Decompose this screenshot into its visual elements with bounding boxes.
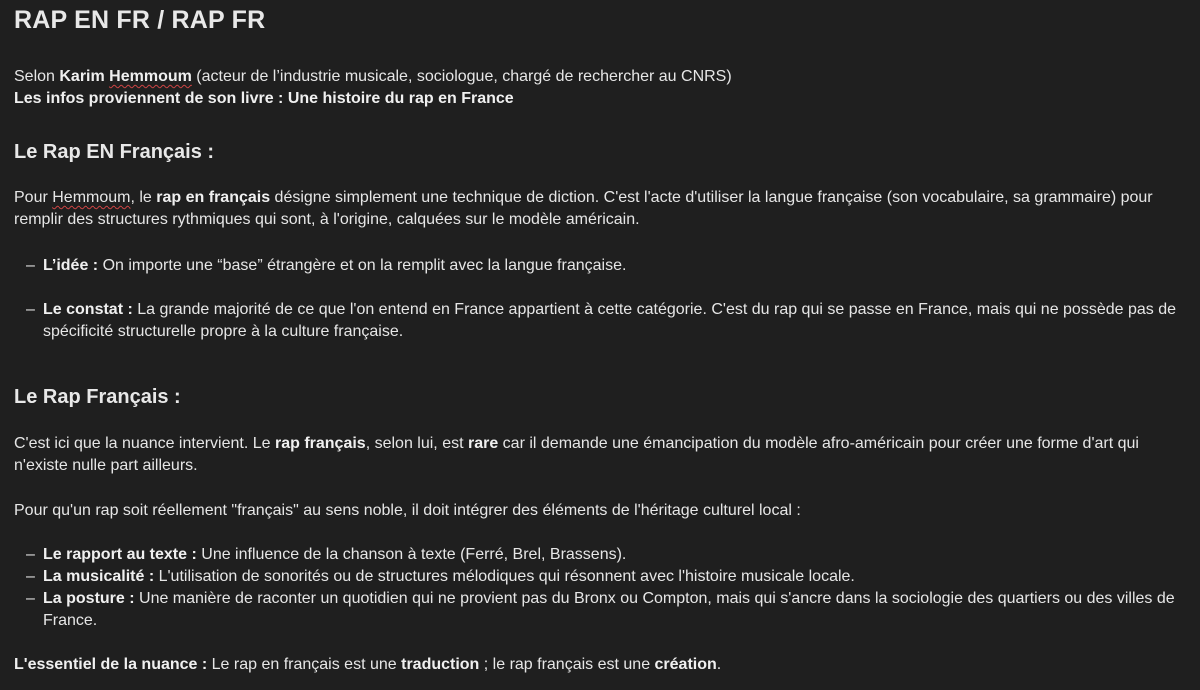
intro-selon: Selon (14, 68, 60, 85)
section1-p1-a: Pour (14, 189, 53, 206)
conclusion-c: . (716, 656, 722, 673)
conclusion-bold2: création (654, 656, 717, 673)
conclusion-b: ; le rap français est une (479, 656, 655, 673)
section1-p1-c: désigne simplement une technique de diction. C'est l'acte d'utiliser la langue française (son vocabulaire, sa grammaire) pour remplir des structures rythmiques qui sont, à l'origine, calquées sur le modèle américain. (14, 189, 1153, 228)
section1-bullet-2 (26, 299, 1200, 343)
section2-heading: Le Rap Français : (14, 386, 181, 408)
bullet-dash: – (26, 590, 35, 607)
bullet-text: Une influence de la chanson à texte (Ferré, Brel, Brassens). (196, 546, 627, 563)
intro-source-line: Les infos proviennent de son livre : Une histoire du rap en France (14, 90, 514, 107)
section1-p1-name: Hemmoum (52, 189, 131, 206)
bullet-label: Le constat : (43, 301, 133, 318)
conclusion-line (14, 654, 1190, 676)
bullet-label: L’idée : (43, 257, 99, 274)
section1-p1-b: , le (130, 189, 157, 206)
section1-heading: Le Rap EN Français : (14, 141, 215, 163)
bullet-label: La posture : (43, 590, 135, 607)
author-description: (acteur de l’industrie musicale, sociologue, chargé de rechercher au CNRS) (191, 68, 732, 85)
section2-paragraph-1 (14, 433, 1190, 477)
author-last-name: Hemmoum (109, 68, 192, 85)
bullet-dash: – (26, 546, 35, 563)
section2-paragraph-2: Pour qu'un rap soit réellement "français" au sens noble, il doit intégrer des éléments de l'héritage culturel local : (14, 502, 801, 519)
author-first-name: Karim (59, 68, 110, 85)
section2-p1-b: , selon lui, est (365, 435, 468, 452)
conclusion-a: Le rap en français est une (207, 656, 402, 673)
bullet-text: La grande majorité de ce que l'on entend en France appartient à cette catégorie. C'est du rap qui se passe en France, mais qui ne possède pas de spécificité structurelle propre à la culture française. (43, 301, 1177, 340)
bullet-dash: – (26, 301, 35, 318)
section1-p1-bold: rap en français (156, 189, 271, 206)
section2-p1-a: C'est ici que la nuance intervient. Le (14, 435, 275, 452)
bullet-text: On importe une “base” étrangère et on la remplit avec la langue française. (98, 257, 627, 274)
section2-p1-c: car il demande une émancipation du modèle afro-américain pour créer une forme d'art qui n'existe nulle part ailleurs. (14, 435, 1139, 474)
bullet-dash: – (26, 568, 35, 585)
section2-bullet-2 (26, 566, 1200, 588)
conclusion-label: L'essentiel de la nuance : (14, 656, 208, 673)
bullet-dash: – (26, 257, 35, 274)
bullet-text: Une manière de raconter un quotidien qui ne provient pas du Bronx ou Compton, mais qui s'ancre dans la sociologie des quartiers ou des villes de France. (43, 590, 1175, 629)
conclusion-bold1: traduction (401, 656, 480, 673)
bullet-text: L'utilisation de sonorités ou de structures mélodiques qui résonnent avec l'histoire musicale locale. (154, 568, 855, 585)
section2-bullet-1 (26, 544, 1200, 566)
section2-bullet-3 (26, 588, 1200, 632)
section2-p1-bold1: rap français (274, 435, 366, 452)
intro-author-line (14, 66, 1190, 88)
bullet-label: La musicalité : (43, 568, 155, 585)
page-title: RAP EN FR / RAP FR (14, 6, 266, 34)
bullet-label: Le rapport au texte : (43, 546, 197, 563)
section2-p1-bold2: rare (467, 435, 499, 452)
section1-paragraph (14, 187, 1190, 231)
section1-bullet-1 (26, 255, 1200, 277)
